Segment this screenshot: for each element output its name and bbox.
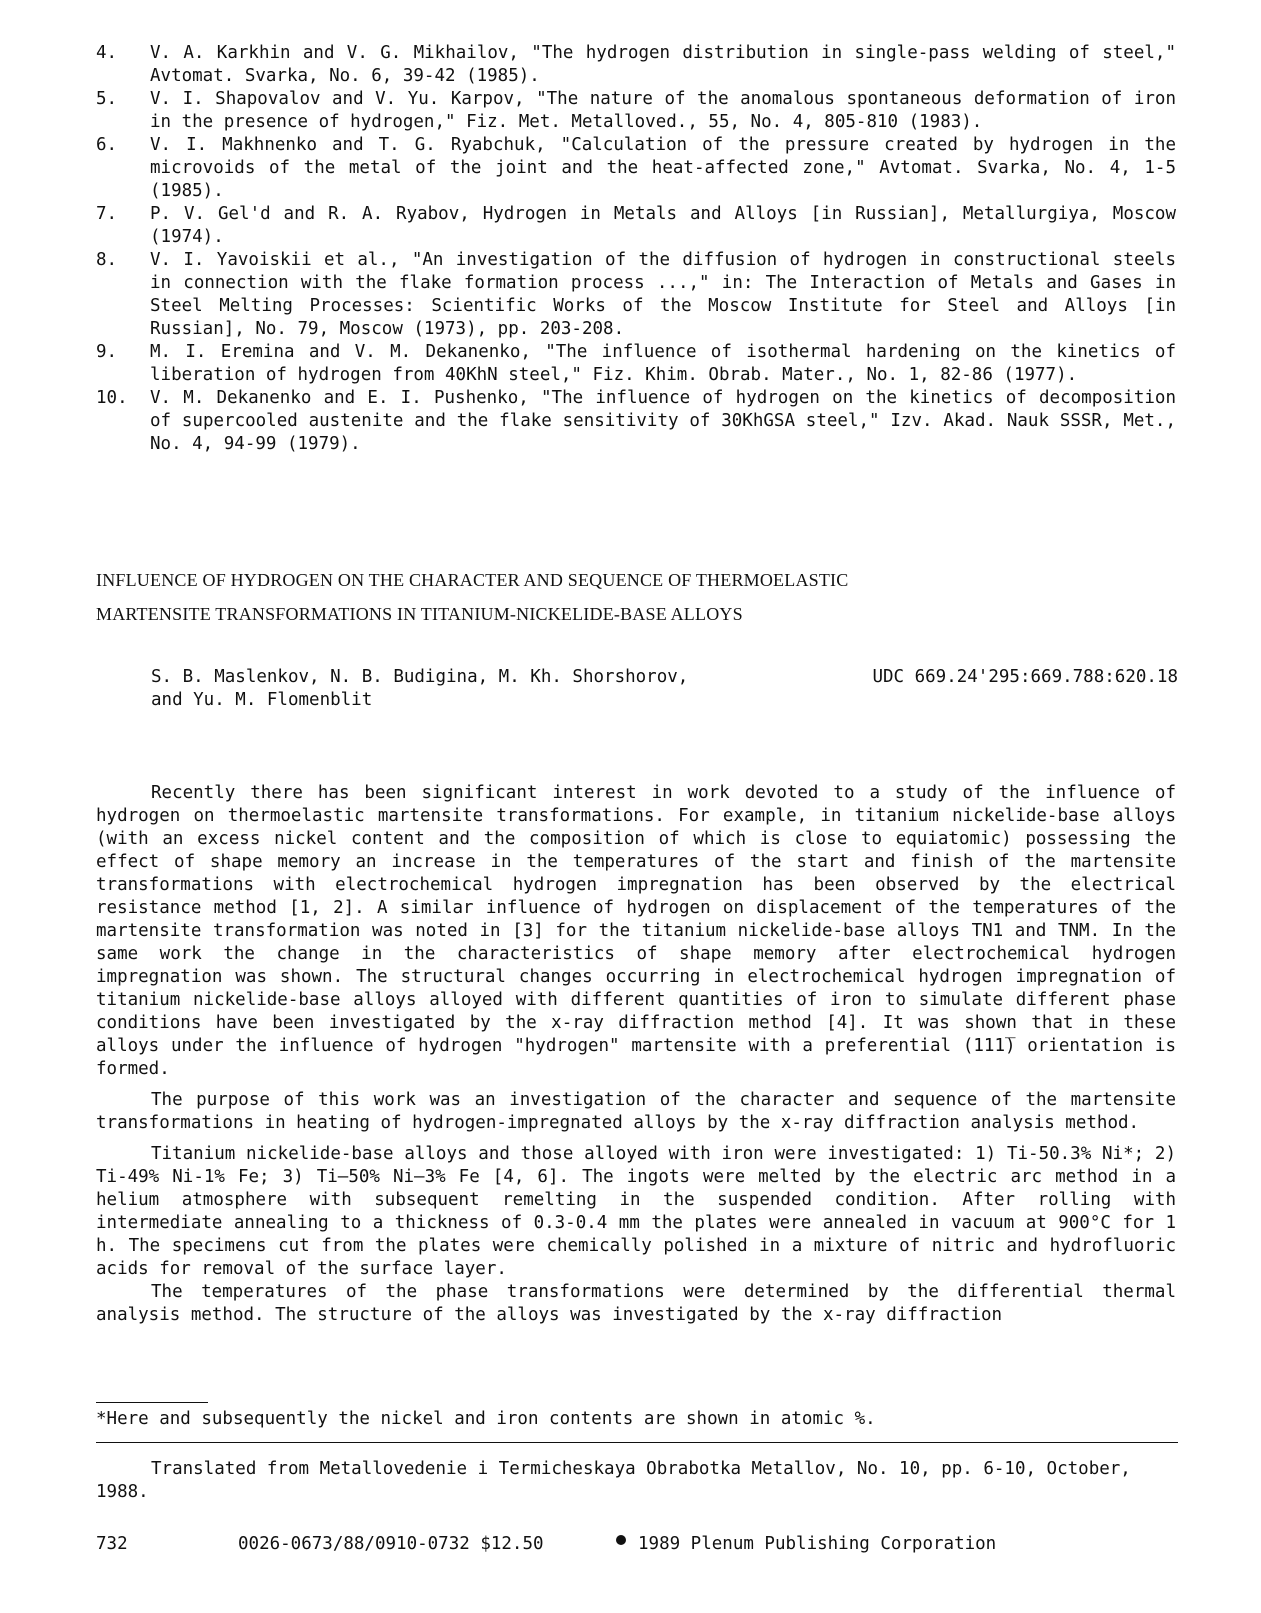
page-number: 732 [96, 1534, 128, 1554]
copyright-text: 1989 Plenum Publishing Corporation [638, 1534, 997, 1554]
reference-number: 5. [96, 89, 118, 109]
authors-line-1: S. B. Maslenkov, N. B. Budigina, M. Kh. Shorshorov, [151, 667, 689, 687]
reference-text: V. M. Dekanenko and E. I. Pushenko, "The influence of hydrogen on the kinetics of decomposition of supercooled austenite and the flake sensitivity of 30KhGSA steel," Izv. Akad. Nauk SSSR, Met., No. 4, 94-99 (1979). [150, 388, 1176, 454]
reference-item [96, 88, 1176, 134]
reference-text: P. V. Gel'd and R. A. Ryabov, Hydrogen in Metals and Alloys [in Russian], Metallurgiya, Moscow (1974). [150, 204, 1176, 247]
reference-number: 10. [96, 388, 128, 408]
reference-text: V. I. Shapovalov and V. Yu. Karpov, "The nature of the anomalous spontaneous deformation of iron in the presence of hydrogen," Fiz. Met. Metalloved., 55, No. 4, 805-810 (1983). [150, 89, 1176, 132]
reference-item [96, 341, 1176, 387]
issn-price: 0026-0673/88/0910-0732 $12.50 [238, 1534, 544, 1554]
reference-item [96, 203, 1176, 249]
reference-number: 9. [96, 342, 118, 362]
title-line-1: INFLUENCE OF HYDROGEN ON THE CHARACTER AND SEQUENCE OF THERMOELASTIC [96, 570, 849, 590]
reference-item [96, 42, 1176, 88]
footer-divider [96, 1442, 1178, 1443]
footnote: *Here and subsequently the nickel and iron contents are shown in atomic %. [96, 1409, 876, 1429]
reference-text: V. I. Yavoiskii et al., "An investigation of the diffusion of hydrogen in constructional steels in connection with the flake formation process ...," in: The Interaction of Metals and Gases in Steel Melting Processes: Scientific Works of the Moscow Institute for Steel and Alloys [in Russian], No. 79, Moscow (1973), pp. 203-208. [150, 250, 1176, 339]
reference-text: V. A. Karkhin and V. G. Mikhailov, "The hydrogen distribution in single-pass welding of steel," Avtomat. Svarka, No. 6, 39-42 (1985). [150, 43, 1176, 86]
article-body [96, 782, 1176, 1327]
reference-number: 6. [96, 135, 118, 155]
reference-list [96, 42, 1176, 456]
reference-text: V. I. Makhnenko and T. G. Ryabchuk, "Calculation of the pressure created by hydrogen in the microvoids of the metal of the joint and the heat-affected zone," Avtomat. Svarka, No. 4, 1-5 (1985). [150, 135, 1176, 201]
copyright-icon [616, 1535, 626, 1545]
authors [151, 666, 791, 712]
reference-text: M. I. Eremina and V. M. Dekanenko, "The influence of isothermal hardening on the kinetics of liberation of hydrogen from 40KhN steel," Fiz. Khim. Obrab. Mater., No. 1, 82-86 (1977). [150, 342, 1176, 385]
title-line-2: MARTENSITE TRANSFORMATIONS IN TITANIUM-NICKELIDE-BASE ALLOYS [96, 604, 743, 624]
reference-number: 8. [96, 250, 118, 270]
copyright-notice [616, 1533, 996, 1556]
page-footer [96, 1533, 1176, 1559]
reference-number: 7. [96, 204, 118, 224]
translation-note: Translated from Metallovedenie i Termicheskaya Obrabotka Metallov, No. 10, pp. 6-10, October, 1988. [96, 1459, 1131, 1502]
footnote-divider [96, 1402, 208, 1403]
reference-item [96, 134, 1176, 203]
body-paragraph-3: Titanium nickelide-base alloys and those alloyed with iron were investigated: 1) Ti-50.3% Ni*; 2) Ti-49% Ni-1% Fe; 3) Ti—50% Ni—3% Fe [4, 6]. The ingots were melted by the electric arc method in a helium atmosphere with subsequent remelting in the suspended condition. After rolling with intermediate annealing to a thickness of 0.3-0.4 mm the plates were annealed in vacuum at 900°C for 1 h. The specimens cut from the plates were chemically polished in a mixture of nitric and hydrofluoric acids for removal of the surface layer. [96, 1144, 1176, 1279]
body-paragraph-4: The temperatures of the phase transformations were determined by the differential thermal analysis method. The structure of the alloys was investigated by the x-ray diffraction [96, 1282, 1176, 1325]
authors-line-2: and Yu. M. Flomenblit [151, 690, 373, 710]
body-paragraph-1: Recently there has been significant interest in work devoted to a study of the influence of hydrogen on thermoelastic martensite transformations. For example, in titanium nickelide-base alloys (with an excess nickel content and the composition of which is close to equiatomic) possessing the effect of shape memory an increase in the temperatures of the start and finish of the martensite transformations with electrochemical hydrogen impregnation has been observed by the electrical resistance method [1, 2]. A similar influence of hydrogen on displacement of the temperatures of the martensite transformation was noted in [3] for the titanium nickelide-base alloys TN1 and TNM. In the same work the change in the characteristics of shape memory after electrochemical hydrogen impregnation was shown. The structural changes occurring in electrochemical hydrogen impregnation of titanium nickelide-base alloys alloyed with different quantities of iron to simulate different phase conditions have been investigated by the x-ray diffraction method [4]. It was shown that in these alloys under the influence of hydrogen "hydrogen" martensite with a preferential (111̅) orientation is formed. [96, 783, 1176, 1079]
body-paragraph-2: The purpose of this work was an investigation of the character and sequence of the martensite transformations in heating of hydrogen-impregnated alloys by the x-ray diffraction analysis method. [96, 1090, 1176, 1133]
udc-code: UDC 669.24'295:669.788:620.18 [872, 667, 1178, 687]
reference-number: 4. [96, 43, 118, 63]
article-title [96, 563, 1176, 631]
reference-item [96, 249, 1176, 341]
reference-item [96, 387, 1176, 456]
